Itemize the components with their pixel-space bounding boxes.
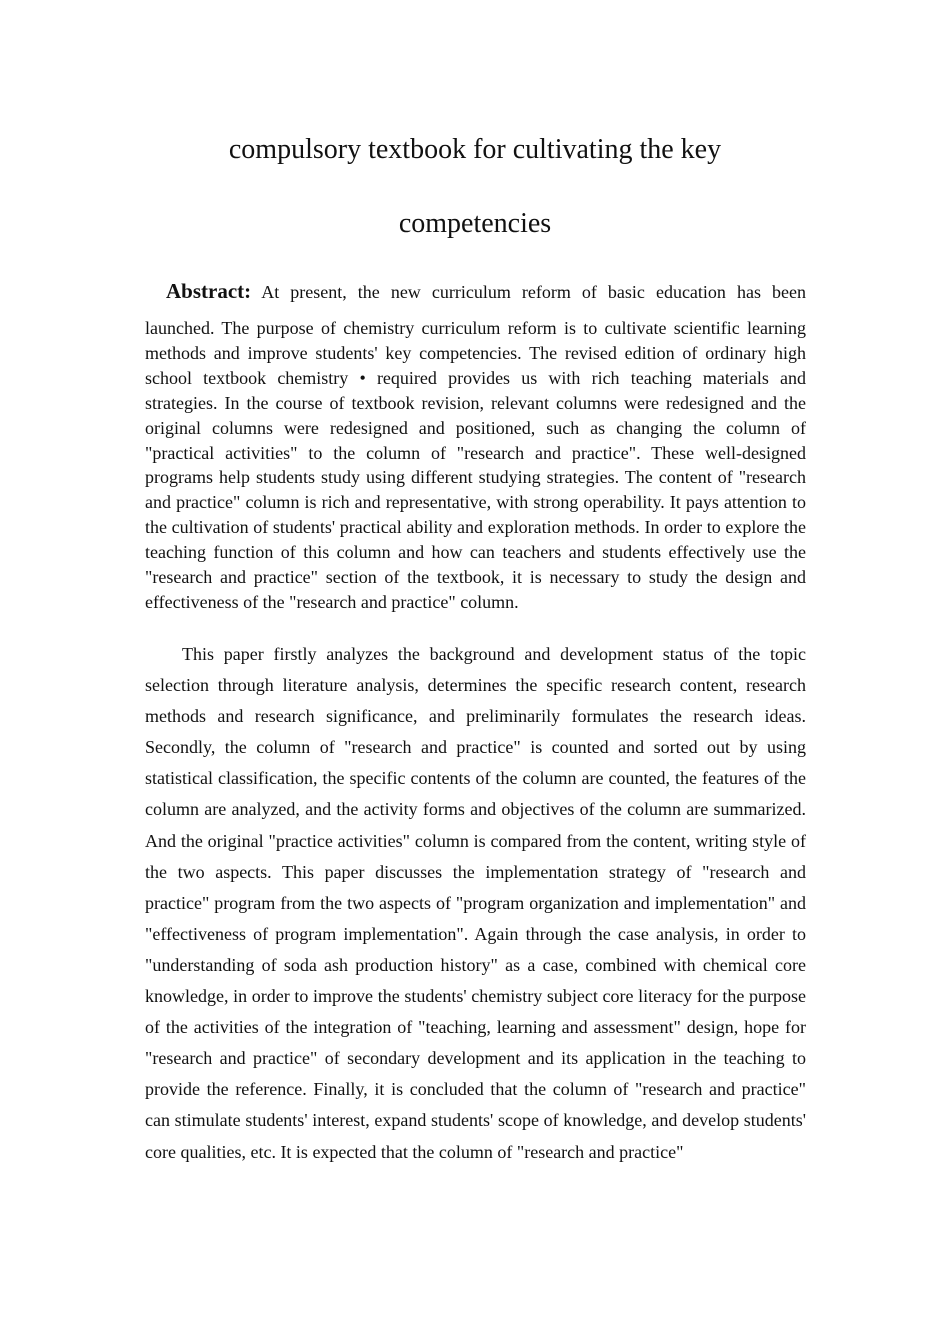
title-line-2: competencies [398, 208, 552, 239]
title-line-1: compulsory textbook for cultivating the key [228, 134, 722, 165]
abstract-first-line [166, 278, 806, 305]
abstract-body: launched. The purpose of chemistry curriculum reform is to cultivate scientific learning methods and improve students' key competencies. The revised edition of ordinary high school textbook chemistry • required provides us with rich teaching materials and strategies. In the course of textbook revision, relevant columns were redesigned and the original columns were redesigned and positioned, such as changing the column of "practical activities" to the column of "research and practice". These well-designed programs help students study using different studying strategies. The content of "research and practice" column is rich and representative, with strong operability. It pays attention to the cultivation of students' practical ability and exploration methods. In order to explore the teaching function of this column and how can teachers and students effectively use the "research and practice" section of the textbook, it is necessary to study the design and effectiveness of the "research and practice" column. [145, 318, 806, 612]
abstract-first-line-text: At present, the new curriculum reform of basic education has been [261, 282, 806, 302]
body-paragraph: This paper firstly analyzes the background and development status of the topic selection through literature analysis, determines the specific research content, research methods and research significance, and preliminarily formulates the research ideas. Secondly, the column of "research and practice" is counted and sorted out by using statistical classification, the specific contents of the column are counted, the features of the column are analyzed, and the activity forms and objectives of the column are summarized. And the original "practice activities" column is compared from the content, writing style of the two aspects. This paper discusses the implementation strategy of "research and practice" program from the two aspects of "program organization and implementation" and "effectiveness of program implementation". Again through the case analysis, in order to "understanding of soda ash production history" as a case, combined with chemical core knowledge, in order to improve the students' chemistry subject core literacy for the purpose of the activities of the integration of "teaching, learning and assessment" design, hope for "research and practice" of secondary development and its application in the teaching to provide the reference. Finally, it is concluded that the column of "research and practice" can stimulate students' interest, expand students' scope of knowledge, and develop students' core qualities, etc. It is expected that the column of "research and practice" [145, 644, 806, 1162]
abstract-label: Abstract: [166, 279, 252, 303]
